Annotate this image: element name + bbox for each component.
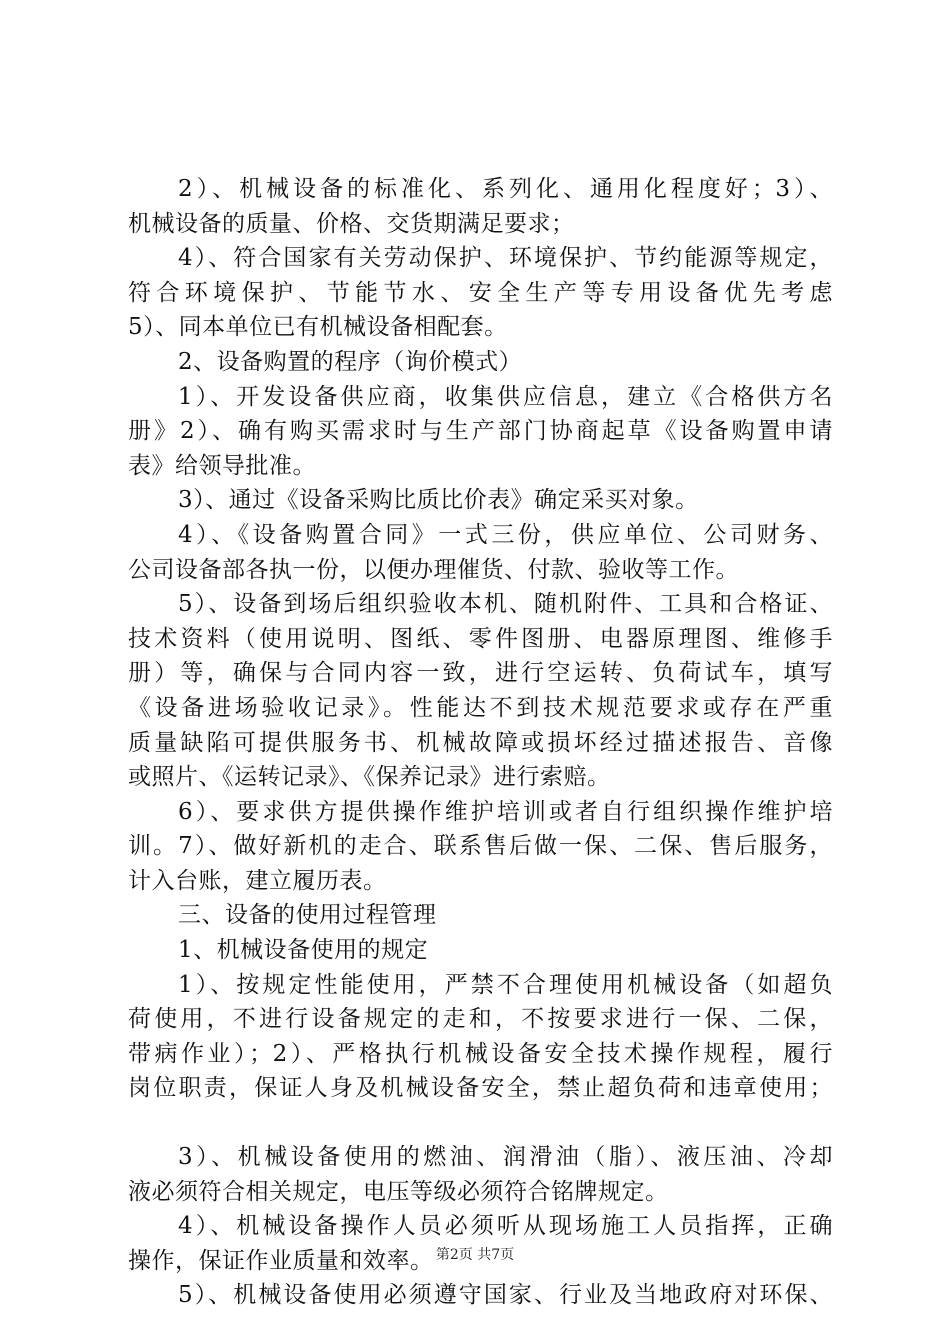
text-line: 5）、机械设备使用必须遵守国家、行业及当地政府对环保、 (178, 1282, 833, 1309)
text-line: 《设备进场验收记录》。性能达不到技术规范要求或存在严重 (128, 694, 833, 721)
text-line: 符合环境保护、节能节水、安全生产等专用设备优先考虑 (128, 279, 833, 306)
text-line: 5）、同本单位已有机械设备相配套。 (128, 314, 508, 341)
text-line: 1、机械设备使用的规定 (178, 937, 429, 964)
text-line: 册）等，确保与合同内容一致，进行空运转、负荷试车，填写 (128, 660, 833, 687)
text-line: 1）、开发设备供应商，收集供应信息，建立《合格供方名 (178, 383, 833, 410)
text-line: 3）、通过《设备采购比质比价表》确定采买对象。 (178, 487, 699, 514)
text-line: 表》给领导批准。 (128, 452, 316, 479)
text-line: 1）、按规定性能使用，严禁不合理使用机械设备（如超负 (178, 971, 833, 998)
text-line: 训。7）、做好新机的走合、联系售后做一保、二保、售后服务， (128, 833, 833, 860)
text-line: 岗位职责，保证人身及机械设备安全，禁止超负荷和违章使用； (128, 1075, 833, 1102)
text-line: 4）、机械设备操作人员必须听从现场施工人员指挥，正确 (178, 1213, 833, 1240)
text-line: 液必须符合相关规定，电压等级必须符合铭牌规定。 (128, 1178, 669, 1205)
text-line: 2、设备购置的程序（询价模式） (178, 348, 523, 375)
text-line: 或照片、《运转记录》、《保养记录》进行索赔。 (128, 764, 611, 791)
text-line: 带病作业）；2）、严格执行机械设备安全技术操作规程，履行 (128, 1040, 833, 1067)
text-line: 三、设备的使用过程管理 (178, 902, 437, 929)
text-line: 5）、设备到场后组织验收本机、随机附件、工具和合格证、 (178, 591, 833, 618)
text-line: 质量缺陷可提供服务书、机械故障或损坏经过描述报告、音像 (128, 729, 833, 756)
text-line: 4）、符合国家有关劳动保护、环境保护、节约能源等规定， (178, 245, 833, 272)
text-line: 操作，保证作业质量和效率。 (128, 1247, 434, 1274)
paragraph-gap (128, 1106, 833, 1140)
page-footer: 第2页 共7页 (435, 1247, 515, 1263)
document-body (128, 172, 833, 1313)
text-line: 荷使用，不进行设备规定的走和，不按要求进行一保、二保， (128, 1006, 833, 1033)
text-line: 技术资料（使用说明、图纸、零件图册、电器原理图、维修手 (128, 625, 833, 652)
text-line: 6）、要求供方提供操作维护培训或者自行组织操作维护培 (178, 798, 833, 825)
text-line: 公司设备部各执一份，以便办理催货、付款、验收等工作。 (128, 556, 739, 583)
text-line: 4）、《设备购置合同》一式三份，供应单位、公司财务、 (178, 521, 833, 548)
text-line: 计入台账，建立履历表。 (128, 867, 387, 894)
text-line: 册》2）、确有购买需求时与生产部门协商起草《设备购置申请 (128, 418, 833, 445)
text-line: 2）、机械设备的标准化、系列化、通用化程度好；3）、 (178, 176, 833, 202)
text-line: 机械设备的质量、价格、交货期满足要求； (128, 210, 575, 237)
text-line: 3）、机械设备使用的燃油、润滑油（脂）、液压油、冷却 (178, 1144, 833, 1171)
